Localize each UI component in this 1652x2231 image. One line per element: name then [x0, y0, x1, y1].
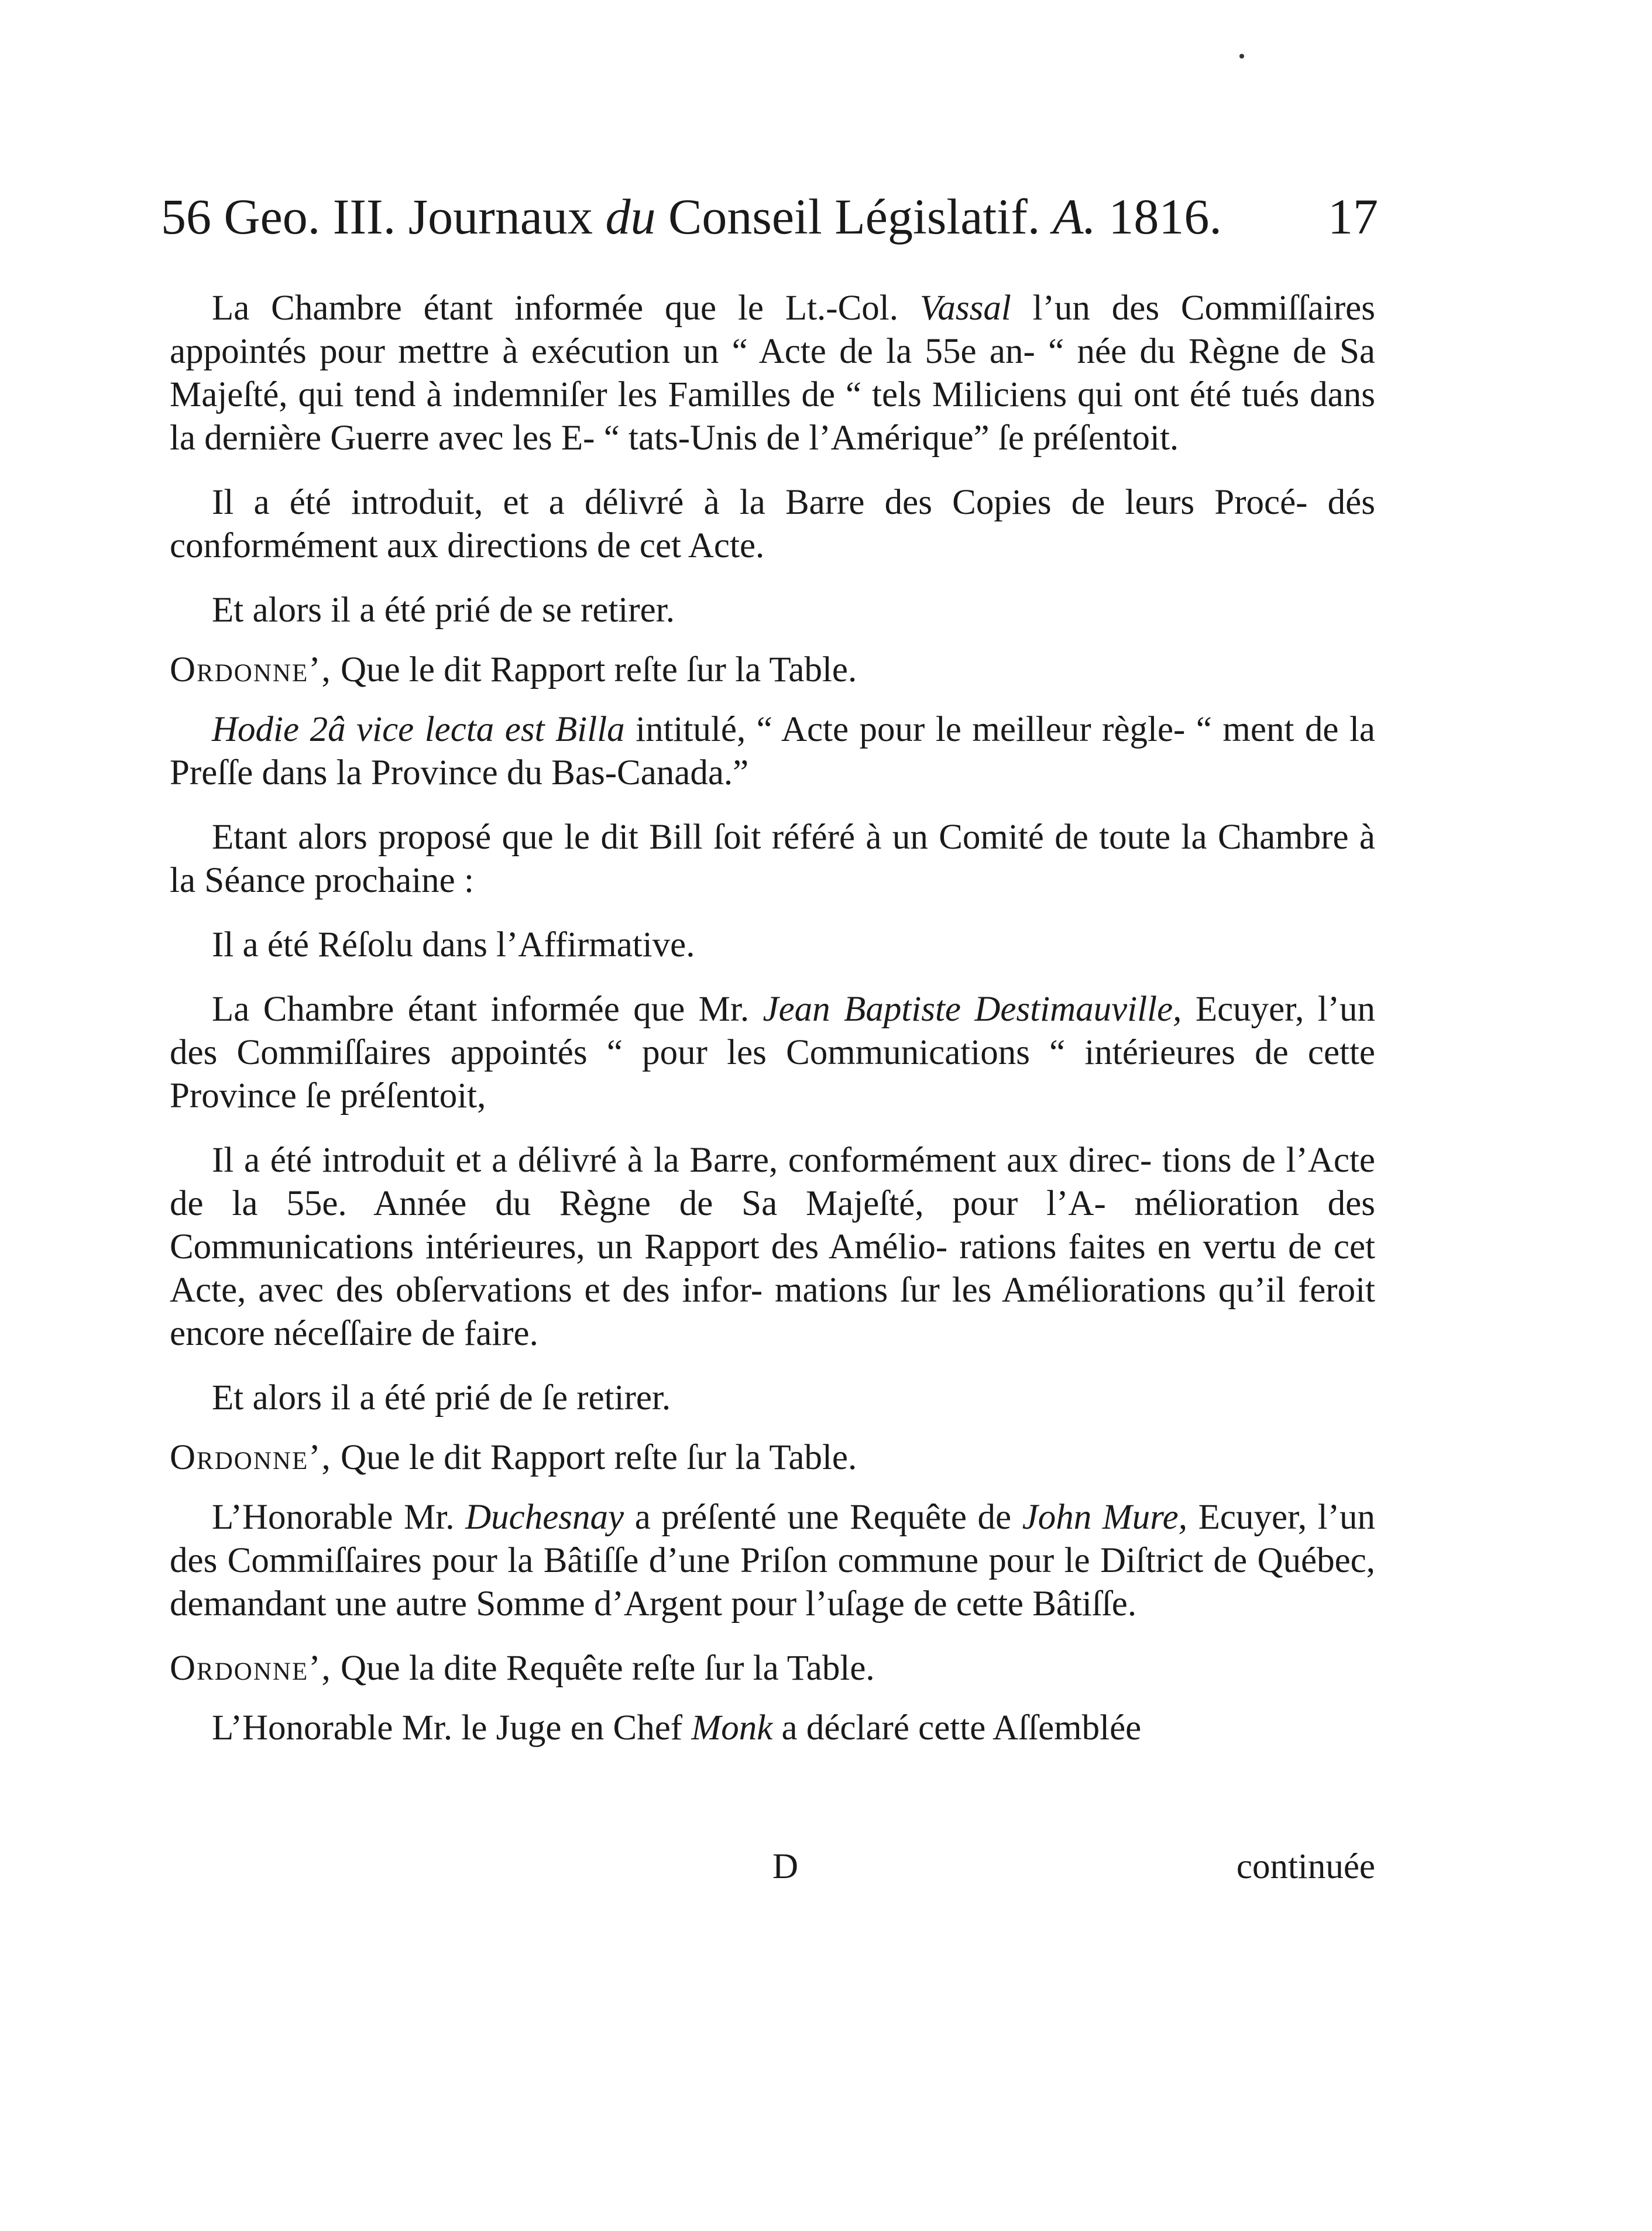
paper-speck [1239, 54, 1244, 59]
paragraph-copies-delivered: Il a été introduit, et a délivré à la Barre des Copies de leurs Procé- dés conformément aux directions de cet Acte. [170, 483, 1375, 565]
paragraph-retire-2: Et alors il a été prié de ſe retirer. [212, 1378, 671, 1417]
paragraph-order-1: Ordonne’, Que le dit Rapport reſte ſur la Table. [170, 650, 857, 689]
paragraph-communications-report: Il a été introduit et a délivré à la Barre, conformément aux direc- tions de l’Acte de la 55e. Année du Règne de Sa Majeſté, pour l’A- mélioration des Communications intérieures, un Rapport des Amélio- rations faites en vertu de cet Acte, avec des obſervations et des infor- mations ſur les Améliorations qu’il feroit encore néceſſaire de faire. [170, 1141, 1375, 1353]
header-title: 56 Geo. III. Journaux du Conseil Législatif. A. 1816. [161, 188, 1222, 245]
paragraph-order-2: Ordonne’, Que le dit Rapport reſte ſur la Table. [170, 1438, 857, 1477]
signature-mark: D [772, 1847, 799, 1886]
paragraph-resolved: Il a été Réſolu dans l’Affirmative. [212, 925, 695, 965]
paragraph-destimauville: La Chambre étant informée que Mr. Jean Baptiste Destimauville, Ecuyer, l’un des Commiſſaires appointés “ pour les Communications “ intérieures de cette Province ſe préſentoit, [170, 990, 1375, 1116]
paragraph-duchesnay-petition: L’Honorable Mr. Duchesnay a préſenté une Requête de John Mure, Ecuyer, l’un des Commiſſaires pour la Bâtiſſe d’une Priſon commune pour le Diſtrict de Québec, demandant une autre Somme d’Argent pour l’uſage de cette Bâtiſſe. [170, 1498, 1376, 1624]
journal-body [170, 287, 1375, 1771]
paragraph-order-3: Ordonne’, Que la dite Requête reſte ſur la Table. [170, 1649, 875, 1688]
page-footer [170, 1844, 1375, 1890]
running-header [161, 181, 1378, 252]
paragraph-bill-press: Hodie 2â vice lecta est Billa intitulé, “ Acte pour le meilleur règle- “ ment de la Preſſe dans la Province du Bas-Canada.” [170, 710, 1375, 792]
paragraph-monk: L’Honorable Mr. le Juge en Chef Monk a déclaré cette Aſſemblée [212, 1708, 1142, 1748]
page-number: 17 [1328, 188, 1378, 245]
paragraph-retire-1: Et alors il a été prié de se retirer. [212, 591, 675, 630]
paragraph-committee-proposal: Etant alors proposé que le dit Bill ſoit référé à un Comité de toute la Chambre à la Séance prochaine : [170, 818, 1375, 900]
paragraph-vassal: La Chambre étant informée que le Lt.-Col. Vassal l’un des Commiſſaires appointés pour mettre à exécution un “ Acte de la 55e an- “ née du Règne de Sa Majeſté, qui tend à indemniſer les Familles de “ tels Miliciens qui ont été tués dans la dernière Guerre avec les E- “ tats-Unis de l’Amérique” ſe préſentoit. [170, 289, 1375, 458]
catchword: continuée [1236, 1847, 1375, 1886]
